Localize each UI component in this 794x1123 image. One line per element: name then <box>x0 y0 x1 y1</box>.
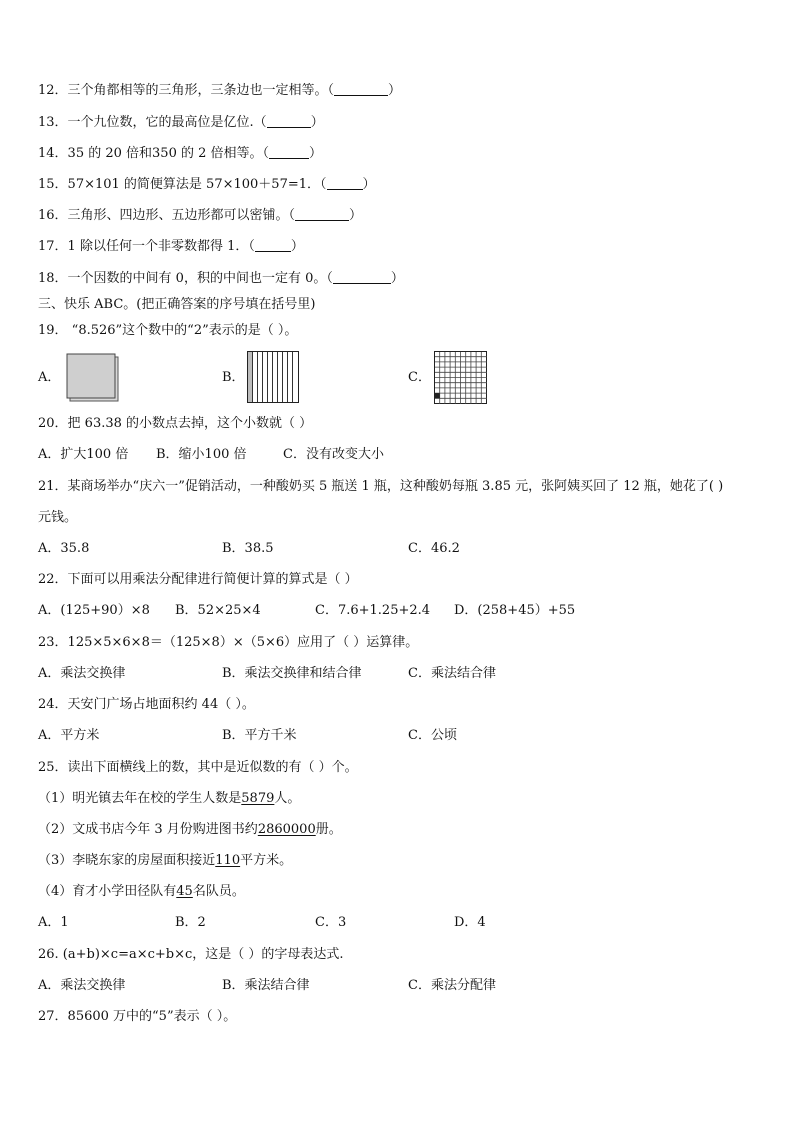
option-a[interactable]: A．平方米 <box>38 728 100 743</box>
option-b[interactable]: B．平方千米 <box>222 728 297 743</box>
option-d[interactable]: D．4 <box>454 915 486 930</box>
option-b[interactable]: B．乘法交换律和结合律 <box>222 666 362 681</box>
answer-blank[interactable] <box>269 146 309 159</box>
question-13: 13．一个九位数，它的最高位是亿位.（ ） <box>38 115 324 130</box>
question-17-text: 17．1 除以任何一个非零数都得 1．（ <box>38 239 255 254</box>
option-b[interactable]: B．缩小100 倍 <box>156 447 247 462</box>
question-14-text: 14．35 的 20 倍和350 的 2 倍相等。（ <box>38 146 270 161</box>
option-c[interactable]: C．乘法分配律 <box>408 978 496 993</box>
option-c[interactable]: C．3 <box>315 915 347 930</box>
question-18: 18．一个因数的中间有 0，积的中间也一定有 0。（ ） <box>38 271 404 286</box>
option-b[interactable]: B．52×25×4 <box>175 603 261 618</box>
question-18-text: 18．一个因数的中间有 0，积的中间也一定有 0。（ <box>38 271 333 286</box>
section-3-heading: 三、快乐 ABC。(把正确答案的序号填在括号里) <box>38 297 316 312</box>
question-12: 12．三个角都相等的三角形，三条边也一定相等。（ ） <box>38 83 402 98</box>
option-c[interactable]: C．乘法结合律 <box>408 666 496 681</box>
option-d[interactable]: D．(258+45）+55 <box>454 603 576 618</box>
question-13-text: 13．一个九位数，它的最高位是亿位.（ <box>38 115 267 130</box>
question-16: 16．三角形、四边形、五边形都可以密铺。（ ） <box>38 208 363 223</box>
question-25-item-3: （3）李晓东家的房屋面积接近110平方米。 <box>38 853 293 868</box>
option-b[interactable]: B．乘法结合律 <box>222 978 310 993</box>
option-c[interactable]: C．公顷 <box>408 728 457 743</box>
question-15-text: 15．57×101 的简便算法是 57×100＋57=1．（ <box>38 177 327 192</box>
option-a[interactable]: A．1 <box>38 915 69 930</box>
question-15: 15．57×101 的简便算法是 57×100＋57=1．（ ） <box>38 177 376 192</box>
figure-striped-square-icon <box>247 351 299 403</box>
underlined-number: 110 <box>215 853 241 868</box>
answer-blank[interactable] <box>255 239 291 252</box>
answer-blank[interactable] <box>333 271 391 284</box>
question-12-text: 12．三个角都相等的三角形，三条边也一定相等。（ <box>38 83 335 98</box>
option-a[interactable]: A．35.8 <box>38 541 90 556</box>
option-a[interactable]: A．(125+90）×8 <box>38 603 150 618</box>
question-25-item-4: （4）育才小学田径队有45名队员。 <box>38 884 245 899</box>
underlined-number: 2860000 <box>257 822 316 837</box>
question-22: 22．下面可以用乘法分配律进行简便计算的算式是（ ） <box>38 572 358 587</box>
answer-blank[interactable] <box>267 115 311 128</box>
question-21: 21．某商场举办“庆六一”促销活动，一种酸奶买 5 瓶送 1 瓶，这种酸奶每瓶 3.85 元，张阿姨买回了 12 瓶，她花了( ) <box>38 479 724 494</box>
question-21-continuation: 元钱。 <box>38 510 78 525</box>
question-25-item-1: （1）明光镇去年在校的学生人数是5879人。 <box>38 791 301 806</box>
option-a[interactable]: A． <box>38 370 61 385</box>
option-b[interactable]: B． <box>222 370 245 385</box>
underlined-number: 45 <box>176 884 193 899</box>
underlined-number: 5879 <box>241 791 275 806</box>
option-a[interactable]: A．扩大100 倍 <box>38 447 129 462</box>
question-23: 23．125×5×6×8＝（125×8）×（5×6）应用了（ ）运算律。 <box>38 635 419 650</box>
option-a[interactable]: A．乘法交换律 <box>38 666 126 681</box>
option-c[interactable]: C．没有改变大小 <box>283 447 384 462</box>
question-14: 14．35 的 20 倍和350 的 2 倍相等。（ ） <box>38 146 323 161</box>
option-b[interactable]: B．38.5 <box>222 541 274 556</box>
option-c[interactable]: C．7.6+1.25+2.4 <box>315 603 431 618</box>
question-17: 17．1 除以任何一个非零数都得 1．（ ） <box>38 239 304 254</box>
question-16-text: 16．三角形、四边形、五边形都可以密铺。（ <box>38 208 296 223</box>
question-19: 19． “8.526”这个数中的“2”表示的是（ ）。 <box>38 323 298 338</box>
figure-filled-square-icon <box>66 353 122 404</box>
answer-blank[interactable] <box>295 208 349 221</box>
question-26: 26. (a+b)×c=a×c+b×c，这是（ ）的字母表达式. <box>38 947 344 962</box>
option-c[interactable]: C．46.2 <box>408 541 460 556</box>
question-24: 24．天安门广场占地面积约 44（ ）。 <box>38 697 255 712</box>
option-c[interactable]: C． <box>408 370 431 385</box>
answer-blank[interactable] <box>334 83 388 96</box>
question-25-item-2: （2）文成书店今年 3 月份购进图书约2860000册。 <box>38 822 342 837</box>
question-25: 25．读出下面横线上的数，其中是近似数的有（ ）个。 <box>38 760 358 775</box>
question-27: 27．85600 万中的“5”表示（ ）。 <box>38 1009 237 1024</box>
option-b[interactable]: B．2 <box>175 915 206 930</box>
figure-grid-square-icon <box>434 351 488 405</box>
question-20: 20．把 63.38 的小数点去掉，这个小数就（ ） <box>38 416 313 431</box>
option-a[interactable]: A．乘法交换律 <box>38 978 126 993</box>
answer-blank[interactable] <box>327 177 363 190</box>
